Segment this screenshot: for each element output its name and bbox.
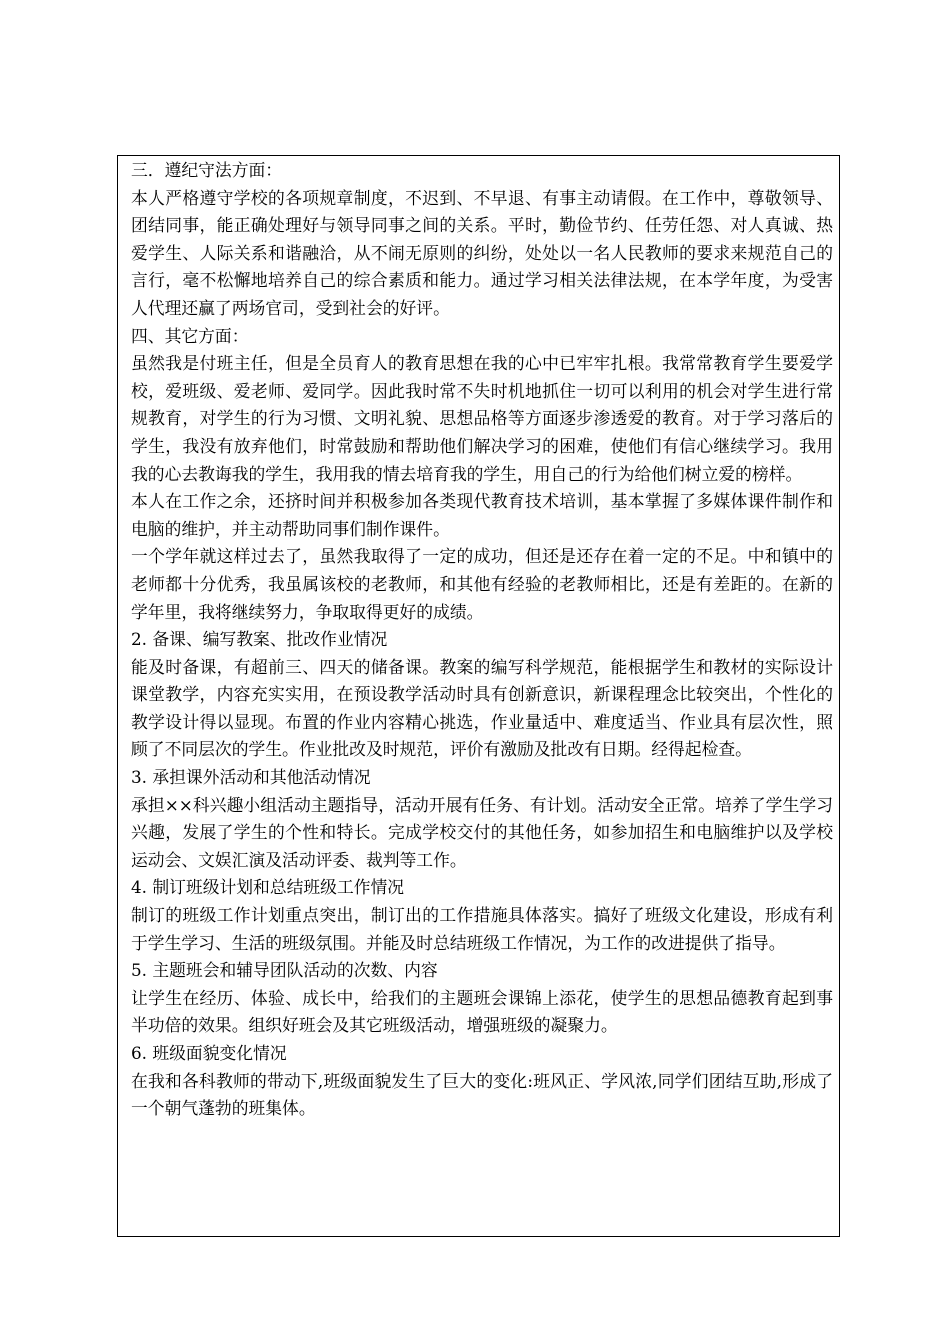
paragraph-training: 本人在工作之余，还挤时间并积极参加各类现代教育技术培训，基本掌握了多媒体课件制作和电脑的维护，并主动帮助同事们制作课件。 — [131, 491, 833, 539]
paragraph-discipline: 本人严格遵守学校的各项规章制度，不迟到、不早退、有事主动请假。在工作中，尊敬领导、团结同事，能正确处理好与领导同事之间的关系。平时，勤俭节约、任劳任怨、对人真诚、热爱学生、人际关系和谐融洽，从不闹无原则的纠纷，处处以一名人民教师的要求来规范自己的言行，毫不松懈地培养自己的综合素质和能力。通过学习相关法律法规，在本学年度，为受害人代理还赢了两场官司，受到社会的好评。 — [131, 187, 833, 318]
section-heading-class-plan: 4. 制订班级计划和总结班级工作情况 — [131, 877, 405, 898]
paragraph-class-change: 在我和各科教师的带动下,班级面貌发生了巨大的变化:班风正、学风浓,同学们团结互助,形成了一个朝气蓬勃的班集体。 — [131, 1070, 833, 1119]
section-heading-class-meeting: 5. 主题班会和辅导团队活动的次数、内容 — [131, 960, 438, 981]
paragraph-class-plan: 制订的班级工作计划重点突出，制订出的工作措施具体落实。搞好了班级文化建设，形成有利于学生学习、生活的班级氛围。并能及时总结班级工作情况，为工作的改进提供了指导。 — [131, 905, 833, 953]
paragraph-education: 虽然我是付班主任，但是全员育人的教育思想在我的心中已牢牢扎根。我常常教育学生要爱学校，爱班级、爱老师、爱同学。因此我时常不失时机地抓住一切可以利用的机会对学生进行常规教育，对学生的行为习惯、文明礼貌、思想品格等方面逐步渗透爱的教育。对于学习落后的学生，我没有放弃他们，时常鼓励和帮助他们解决学习的困难，使他们有信心继续学习。我用我的心去教诲我的学生，我用我的情去培育我的学生，用自己的行为给他们树立爱的榜样。 — [131, 353, 833, 484]
paragraph-class-meeting: 让学生在经历、体验、成长中，给我们的主题班会课锦上添花，使学生的思想品德教育起到事半功倍的效果。组织好班会及其它班级活动，增强班级的凝聚力。 — [131, 987, 833, 1036]
section-heading-lesson-prep: 2. 备课、编写教案、批改作业情况 — [131, 629, 388, 650]
section-heading-other: 四、其它方面： — [131, 325, 249, 346]
section-heading-activities: 3. 承担课外活动和其他活动情况 — [131, 767, 371, 788]
section-heading-class-change: 6. 班级面貌变化情况 — [131, 1043, 287, 1063]
paragraph-lesson-prep: 能及时备课，有超前三、四天的储备课。教案的编写科学规范，能根据学生和教材的实际设计课堂教学，内容充实实用，在预设教学活动时具有创新意识，新课程理念比较突出，个性化的教学设计得以显现。布置的作业内容精心挑选，作业量适中、难度适当、作业具有层次性，照顾了不同层次的学生。作业批改及时规范，评价有激励及批改有日期。经得起检查。 — [131, 656, 833, 760]
paragraph-summary: 一个学年就这样过去了，虽然我取得了一定的成功，但还是还存在着一定的不足。中和镇中的老师都十分优秀，我虽属该校的老教师，和其他有经验的老教师相比，还是有差距的。在新的学年里，我将继续努力，争取取得更好的成绩。 — [131, 546, 833, 622]
paragraph-activities: 承担××科兴趣小组活动主题指导，活动开展有任务、有计划。活动安全正常。培养了学生学习兴趣，发展了学生的个性和特长。完成学校交付的其他任务，如参加招生和电脑维护以及学校运动会、文娱汇演及活动评委、裁判等工作。 — [131, 794, 833, 870]
document-body — [131, 157, 833, 1123]
section-heading-discipline: 三．遵纪守法方面： — [131, 160, 283, 180]
